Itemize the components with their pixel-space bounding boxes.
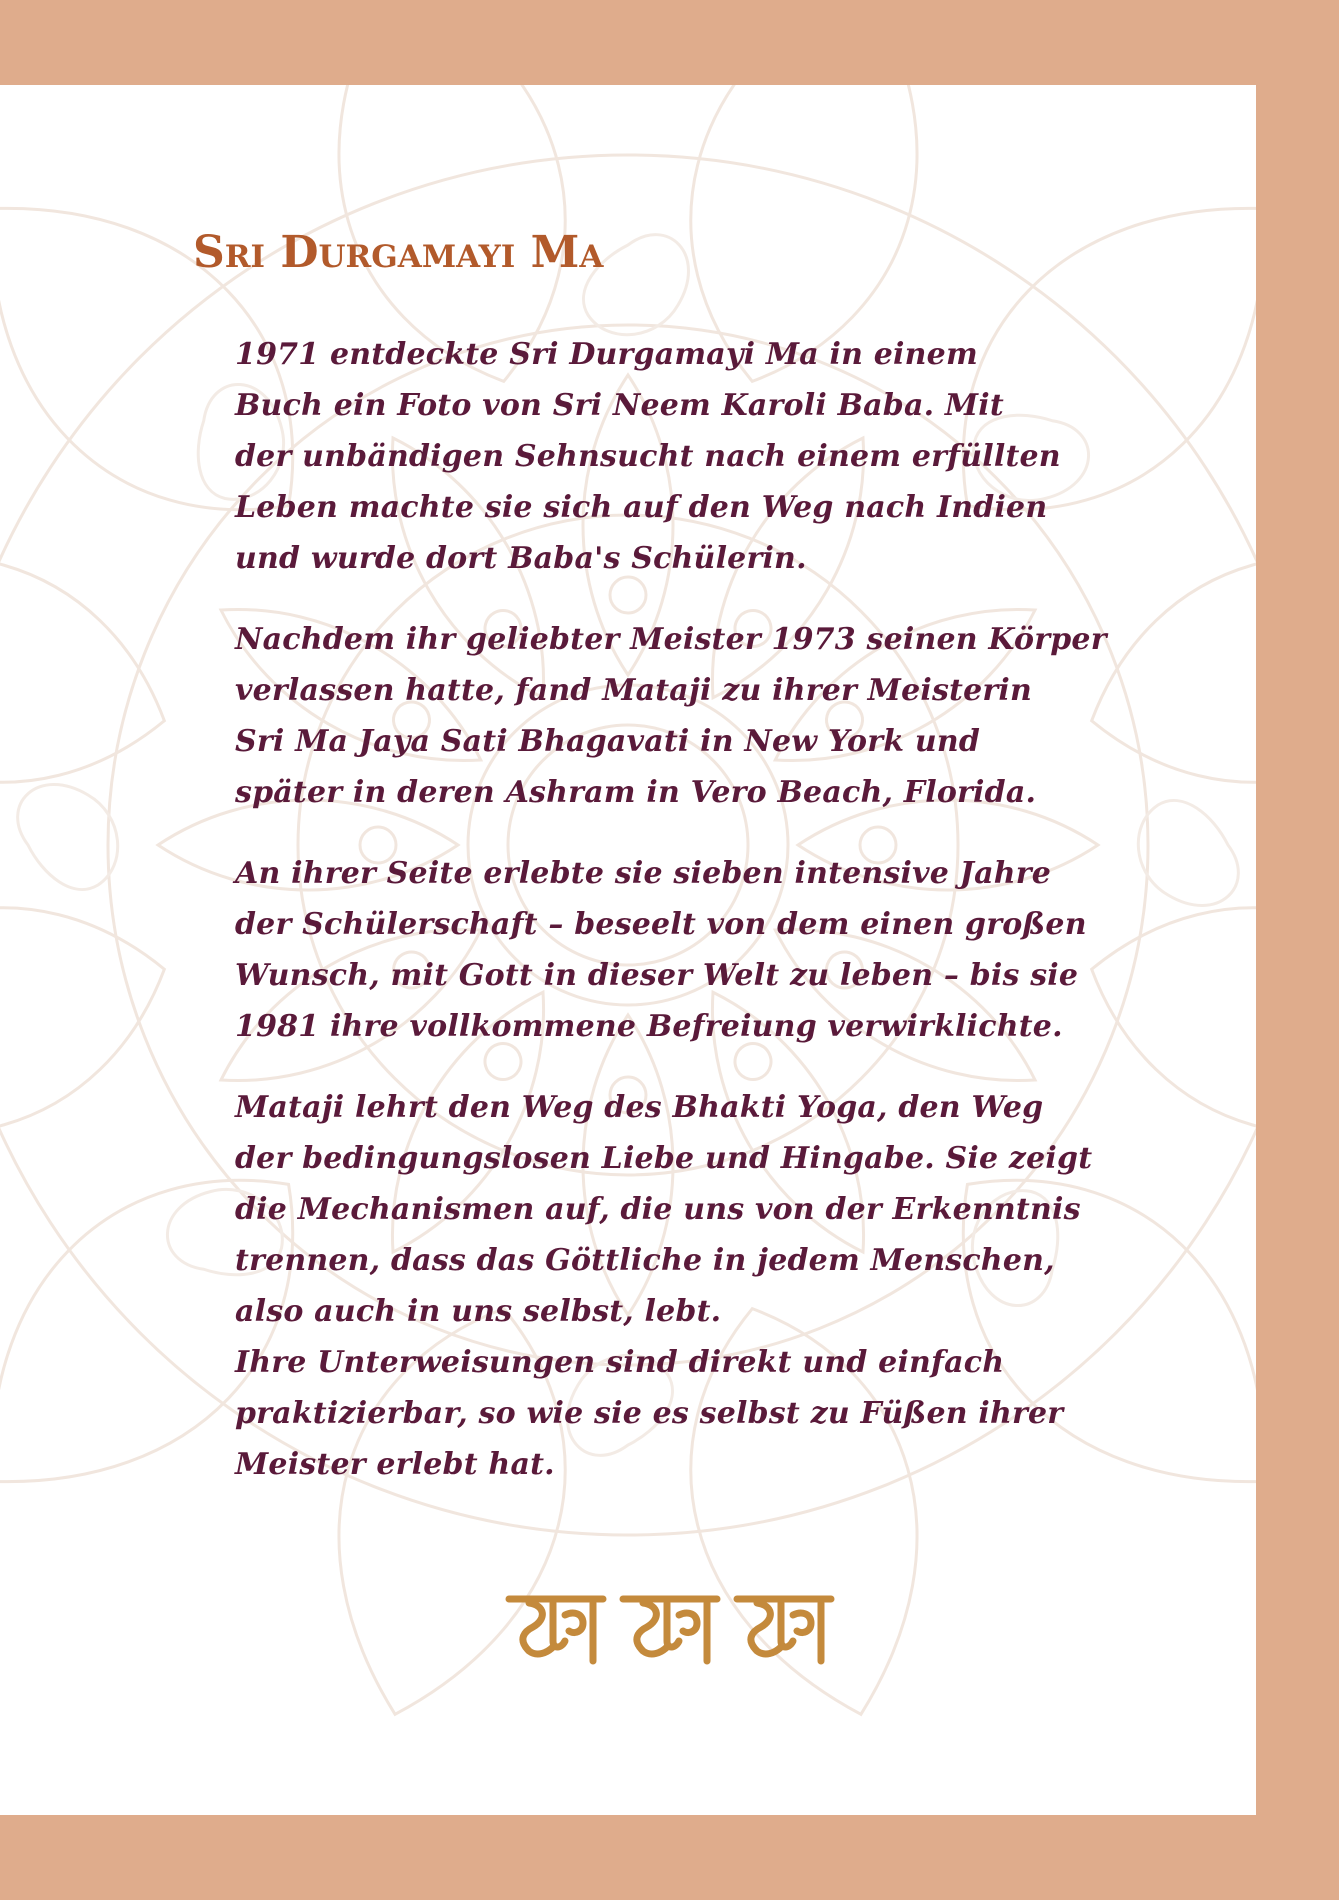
- text-line: später in deren Ashram in Vero Beach, Florida.: [235, 775, 1037, 810]
- text-line: Ihre Unterweisungen sind direkt und einfach: [235, 1345, 1005, 1380]
- text-line: Nachdem ihr geliebter Meister 1973 seinen Körper: [235, 622, 1107, 657]
- page: [0, 85, 1256, 1815]
- paragraph-4: [235, 1082, 1235, 1490]
- text-line: der bedingungslosen Liebe und Hingabe. Sie zeigt: [235, 1141, 1093, 1176]
- paragraph-3: [235, 848, 1235, 1052]
- text-line: verlassen hatte, fand Mataji zu ihrer Meisterin: [235, 673, 1033, 708]
- text-line: der unbändigen Sehnsucht nach einem erfüllten: [235, 439, 1061, 474]
- paragraph-2: [235, 614, 1235, 818]
- text-line: also auch in uns selbst, lebt.: [235, 1294, 722, 1329]
- text-line: An ihrer Seite erlebte sie sieben intensive Jahre: [235, 856, 1052, 891]
- paragraph-1: [235, 329, 1235, 584]
- text-line: die Mechanismen auf, die uns von der Erkenntnis: [235, 1192, 1081, 1227]
- text-line: Leben machte sie sich auf den Weg nach Indien: [235, 490, 1048, 525]
- text-line: Mataji lehrt den Weg des Bhakti Yoga, den Weg: [235, 1090, 1044, 1125]
- body-text: [235, 329, 1235, 1490]
- text-line: 1971 entdeckte Sri Durgamayi Ma in einem: [235, 337, 978, 372]
- text-line: und wurde dort Baba's Schülerin.: [235, 541, 807, 576]
- text-line: Buch ein Foto von Sri Neem Karoli Baba. Mit: [235, 388, 1004, 423]
- text-line: praktizierbar, so wie sie es selbst zu Füßen ihrer: [235, 1396, 1064, 1431]
- text-line: Wunsch, mit Gott in dieser Welt zu leben – bis sie: [235, 958, 1079, 993]
- text-line: der Schülerschaft – beseelt von dem einen großen: [235, 907, 1087, 942]
- text-line: Meister erlebt hat.: [235, 1447, 555, 1482]
- text-line: Sri Ma Jaya Sati Bhagavati in New York und: [235, 724, 981, 759]
- text-line: trennen, dass das Göttliche in jedem Menschen,: [235, 1243, 1055, 1278]
- page-title: Sri Durgamayi Ma: [193, 227, 604, 278]
- text-line: 1981 ihre vollkommene Befreiung verwirklichte.: [235, 1009, 1063, 1044]
- ram-mantra-calligraphy: [503, 1575, 843, 1665]
